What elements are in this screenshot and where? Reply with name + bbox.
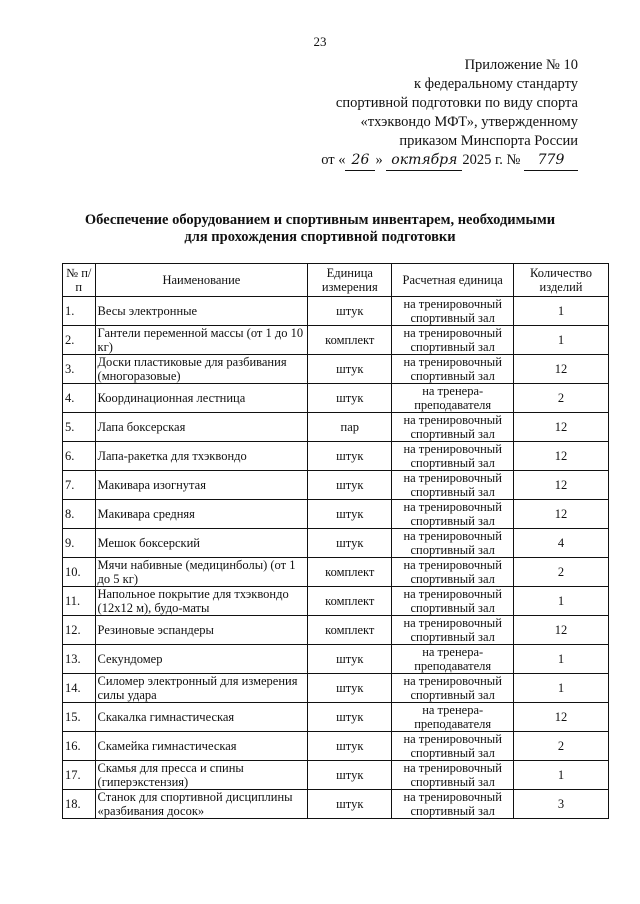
date-sep: » [375, 152, 383, 168]
cell-calc: на тренировочный спортивный зал [392, 471, 514, 500]
cell-num: 11. [63, 587, 96, 616]
cell-name: Лапа боксерская [95, 413, 308, 442]
cell-name: Силомер электронный для измерения силы удара [95, 674, 308, 703]
cell-qty: 12 [514, 355, 609, 384]
cell-unit: штук [308, 645, 392, 674]
cell-qty: 1 [514, 587, 609, 616]
cell-qty: 2 [514, 558, 609, 587]
cell-name: Мешок боксерский [95, 529, 308, 558]
cell-calc: на тренировочный спортивный зал [392, 442, 514, 471]
date-prefix: от « [321, 152, 346, 168]
date-year: 2025 г. № [462, 152, 521, 168]
cell-name: Станок для спортивной дисциплины «разбивания досок» [95, 790, 308, 819]
handwritten-day: 26 [345, 151, 375, 171]
cell-name: Секундомер [95, 645, 308, 674]
cell-calc: на тренировочный спортивный зал [392, 732, 514, 761]
handwritten-order-number: 779 [524, 151, 578, 171]
table-row [63, 500, 609, 529]
cell-name: Макивара средняя [95, 500, 308, 529]
cell-unit: штук [308, 761, 392, 790]
cell-num: 6. [63, 442, 96, 471]
table-row [63, 442, 609, 471]
cell-qty: 4 [514, 529, 609, 558]
cell-name: Резиновые эспандеры [95, 616, 308, 645]
cell-unit: комплект [308, 587, 392, 616]
cell-name: Координационная лестница [95, 384, 308, 413]
cell-unit: штук [308, 384, 392, 413]
cell-num: 1. [63, 297, 96, 326]
order-date-line [278, 151, 578, 171]
table-row [63, 587, 609, 616]
table-row [63, 297, 609, 326]
cell-calc: на тренировочный спортивный зал [392, 790, 514, 819]
cell-num: 2. [63, 326, 96, 355]
cell-calc: на тренировочный спортивный зал [392, 616, 514, 645]
table-row [63, 471, 609, 500]
cell-unit: штук [308, 297, 392, 326]
cell-num: 18. [63, 790, 96, 819]
cell-qty: 1 [514, 645, 609, 674]
header-name: Наименование [95, 264, 308, 297]
cell-name: Гантели переменной массы (от 1 до 10 кг) [95, 326, 308, 355]
cell-unit: штук [308, 471, 392, 500]
cell-unit: комплект [308, 326, 392, 355]
cell-num: 16. [63, 732, 96, 761]
cell-num: 8. [63, 500, 96, 529]
table-row [63, 761, 609, 790]
table-row [63, 326, 609, 355]
appendix-line: спортивной подготовки по виду спорта [335, 95, 578, 111]
cell-calc: на тренировочный спортивный зал [392, 297, 514, 326]
table-row [63, 732, 609, 761]
cell-name: Скамья для пресса и спины (гиперэкстензия) [95, 761, 308, 790]
table-row [63, 616, 609, 645]
cell-qty: 2 [514, 732, 609, 761]
cell-name: Макивара изогнутая [95, 471, 308, 500]
cell-calc: на тренировочный спортивный зал [392, 413, 514, 442]
cell-unit: штук [308, 674, 392, 703]
header-num: № п/п [63, 264, 96, 297]
table-row [63, 413, 609, 442]
cell-calc: на тренера-преподавателя [392, 645, 514, 674]
table-row [63, 674, 609, 703]
cell-name: Доски пластиковые для разбивания (многоразовые) [95, 355, 308, 384]
cell-qty: 1 [514, 297, 609, 326]
cell-num: 10. [63, 558, 96, 587]
cell-qty: 12 [514, 471, 609, 500]
table-row [63, 529, 609, 558]
table-body [63, 297, 609, 819]
appendix-line: «тхэквондо МФТ», утвержденному [360, 114, 578, 130]
header-qty: Количество изделий [514, 264, 609, 297]
cell-name: Напольное покрытие для тхэквондо (12х12 м), будо-маты [95, 587, 308, 616]
cell-qty: 12 [514, 616, 609, 645]
header-calc: Расчетная единица [392, 264, 514, 297]
table-row [63, 703, 609, 732]
cell-num: 7. [63, 471, 96, 500]
table-row [63, 790, 609, 819]
cell-num: 17. [63, 761, 96, 790]
table-row [63, 384, 609, 413]
cell-unit: комплект [308, 616, 392, 645]
title-line-2: для прохождения спортивной подготовки [184, 229, 456, 245]
cell-num: 14. [63, 674, 96, 703]
cell-qty: 1 [514, 761, 609, 790]
cell-calc: на тренировочный спортивный зал [392, 674, 514, 703]
cell-unit: штук [308, 790, 392, 819]
appendix-line: к федеральному стандарту [414, 76, 578, 92]
cell-calc: на тренировочный спортивный зал [392, 529, 514, 558]
table-row [63, 558, 609, 587]
appendix-header [278, 56, 578, 171]
cell-unit: штук [308, 355, 392, 384]
handwritten-month: октября [386, 151, 462, 171]
cell-unit: штук [308, 732, 392, 761]
table-row [63, 355, 609, 384]
table-row [63, 645, 609, 674]
cell-name: Мячи набивные (медицинболы) (от 1 до 5 кг) [95, 558, 308, 587]
cell-qty: 12 [514, 413, 609, 442]
appendix-line: приказом Минспорта России [399, 133, 578, 149]
cell-name: Скамейка гимнастическая [95, 732, 308, 761]
cell-qty: 12 [514, 500, 609, 529]
cell-num: 12. [63, 616, 96, 645]
cell-num: 15. [63, 703, 96, 732]
cell-calc: на тренера-преподавателя [392, 703, 514, 732]
cell-qty: 1 [514, 674, 609, 703]
cell-name: Весы электронные [95, 297, 308, 326]
cell-unit: комплект [308, 558, 392, 587]
cell-num: 4. [63, 384, 96, 413]
cell-qty: 12 [514, 442, 609, 471]
cell-calc: на тренировочный спортивный зал [392, 558, 514, 587]
cell-calc: на тренировочный спортивный зал [392, 587, 514, 616]
cell-qty: 12 [514, 703, 609, 732]
title-line-1: Обеспечение оборудованием и спортивным инвентарем, необходимыми [84, 212, 556, 228]
appendix-line: Приложение № 10 [464, 57, 578, 73]
cell-qty: 2 [514, 384, 609, 413]
cell-num: 3. [63, 355, 96, 384]
cell-name: Лапа-ракетка для тхэквондо [95, 442, 308, 471]
cell-num: 5. [63, 413, 96, 442]
page-number: 23 [313, 34, 327, 49]
document-title [40, 212, 600, 246]
cell-calc: на тренировочный спортивный зал [392, 355, 514, 384]
cell-unit: пар [308, 413, 392, 442]
cell-num: 9. [63, 529, 96, 558]
equipment-table [62, 263, 609, 819]
cell-unit: штук [308, 442, 392, 471]
cell-calc: на тренера-преподавателя [392, 384, 514, 413]
header-unit: Единица измерения [308, 264, 392, 297]
cell-name: Скакалка гимнастическая [95, 703, 308, 732]
table-header-row [63, 264, 609, 297]
cell-unit: штук [308, 529, 392, 558]
cell-calc: на тренировочный спортивный зал [392, 500, 514, 529]
cell-num: 13. [63, 645, 96, 674]
cell-unit: штук [308, 703, 392, 732]
cell-qty: 3 [514, 790, 609, 819]
cell-unit: штук [308, 500, 392, 529]
cell-calc: на тренировочный спортивный зал [392, 761, 514, 790]
cell-qty: 1 [514, 326, 609, 355]
cell-calc: на тренировочный спортивный зал [392, 326, 514, 355]
